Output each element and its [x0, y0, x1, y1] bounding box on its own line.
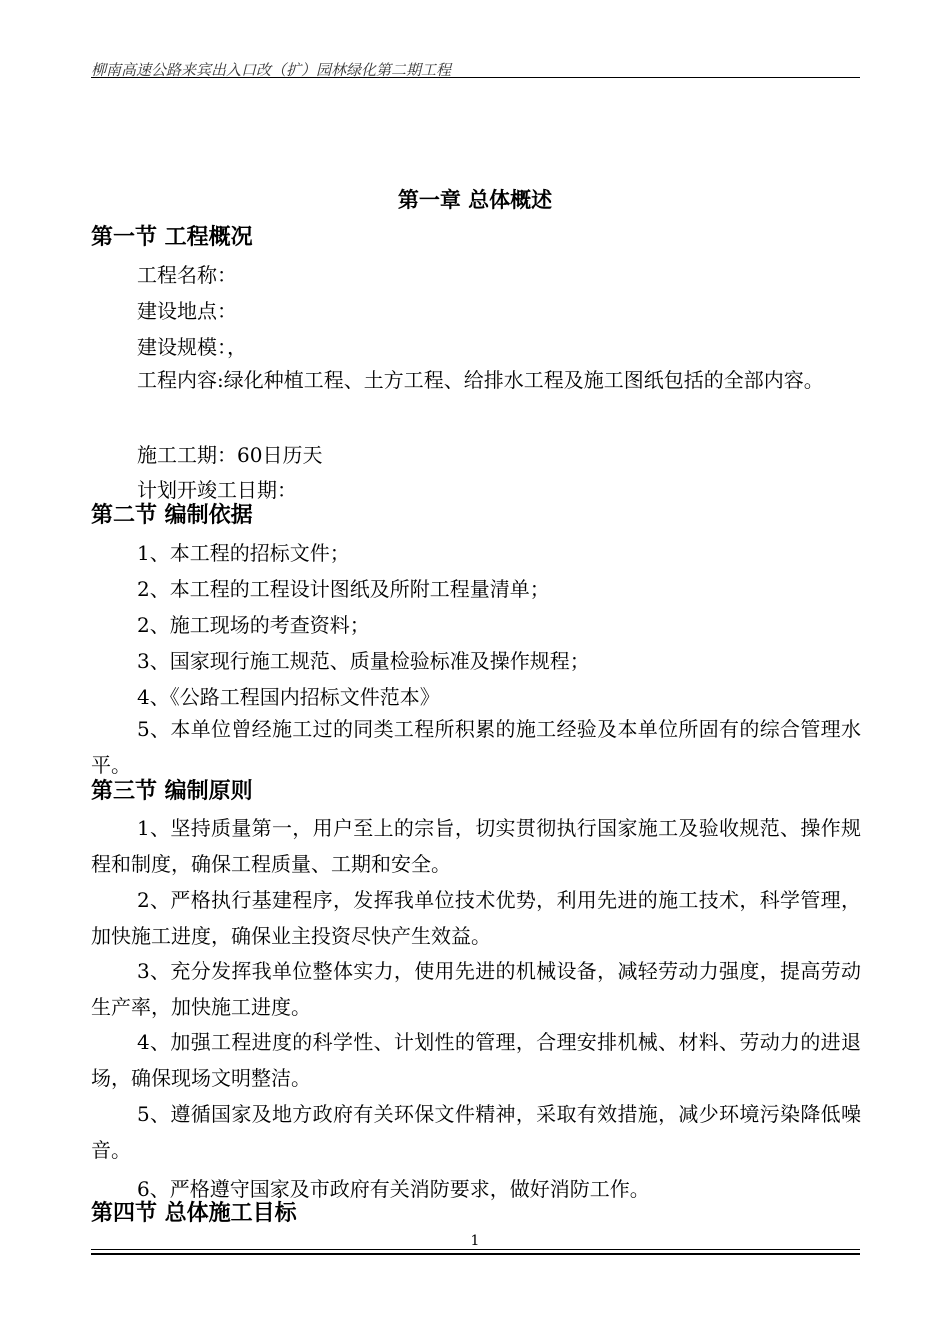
project-name-line: 工程名称： — [137, 263, 237, 287]
chapter-title: 第一章 总体概述 — [397, 188, 553, 212]
footer-divider-thin — [91, 1249, 860, 1250]
basis-item-5: 4、《公路工程国内招标文件范本》 — [137, 685, 440, 709]
header-divider — [91, 77, 860, 78]
section-title-4: 第四节 总体施工目标 — [91, 1201, 297, 1226]
section-title-2: 第二节 编制依据 — [91, 503, 253, 528]
basis-item-4: 3、国家现行施工规范、质量检验标准及操作规程； — [137, 649, 590, 673]
principle-item-6: 6、严格遵守国家及市政府有关消防要求，做好消防工作。 — [137, 1177, 650, 1201]
content-paragraph: 工程内容:绿化种植工程、土方工程、给排水工程及施工图纸包括的全部内容。 — [137, 368, 824, 392]
basis-item-6: 5、本单位曾经施工过的同类工程所积累的施工经验及本单位所固有的综合管理水平。 — [91, 717, 861, 777]
section-title-3: 第三节 编制原则 — [91, 779, 253, 804]
principle-item-2: 2、严格执行基建程序，发挥我单位技术优势，利用先进的施工技术，科学管理，加快施工进度，确保业主投资尽快产生效益。 — [91, 888, 861, 948]
duration-line: 施工工期：60日历天 — [137, 443, 323, 467]
scale-line: 建设规模：， — [137, 335, 247, 359]
basis-item-2: 2、本工程的工程设计图纸及所附工程量清单； — [137, 577, 550, 601]
principle-item-5: 5、遵循国家及地方政府有关环保文件精神，采取有效措施，减少环境污染降低噪音。 — [91, 1102, 861, 1162]
footer-divider-thick — [91, 1253, 860, 1255]
principle-item-1: 1、坚持质量第一，用户至上的宗旨，切实贯彻执行国家施工及验收规范、操作规程和制度，确保工程质量、工期和安全。 — [91, 816, 861, 876]
basis-item-3: 2、施工现场的考查资料； — [137, 613, 370, 637]
location-line: 建设地点： — [137, 299, 237, 323]
section-title-1: 第一节 工程概况 — [91, 225, 253, 250]
principle-item-3: 3、充分发挥我单位整体实力，使用先进的机械设备，减轻劳动力强度，提高劳动生产率，加快施工进度。 — [91, 959, 861, 1019]
page-number: 1 — [470, 1233, 480, 1249]
basis-item-1: 1、本工程的招标文件； — [137, 541, 350, 565]
schedule-line: 计划开竣工日期： — [137, 478, 297, 502]
header-title: 柳南高速公路来宾出入口改（扩）园林绿化第二期工程 — [91, 61, 452, 79]
principle-item-4: 4、加强工程进度的科学性、计划性的管理，合理安排机械、材料、劳动力的进退场，确保现场文明整洁。 — [91, 1030, 861, 1090]
